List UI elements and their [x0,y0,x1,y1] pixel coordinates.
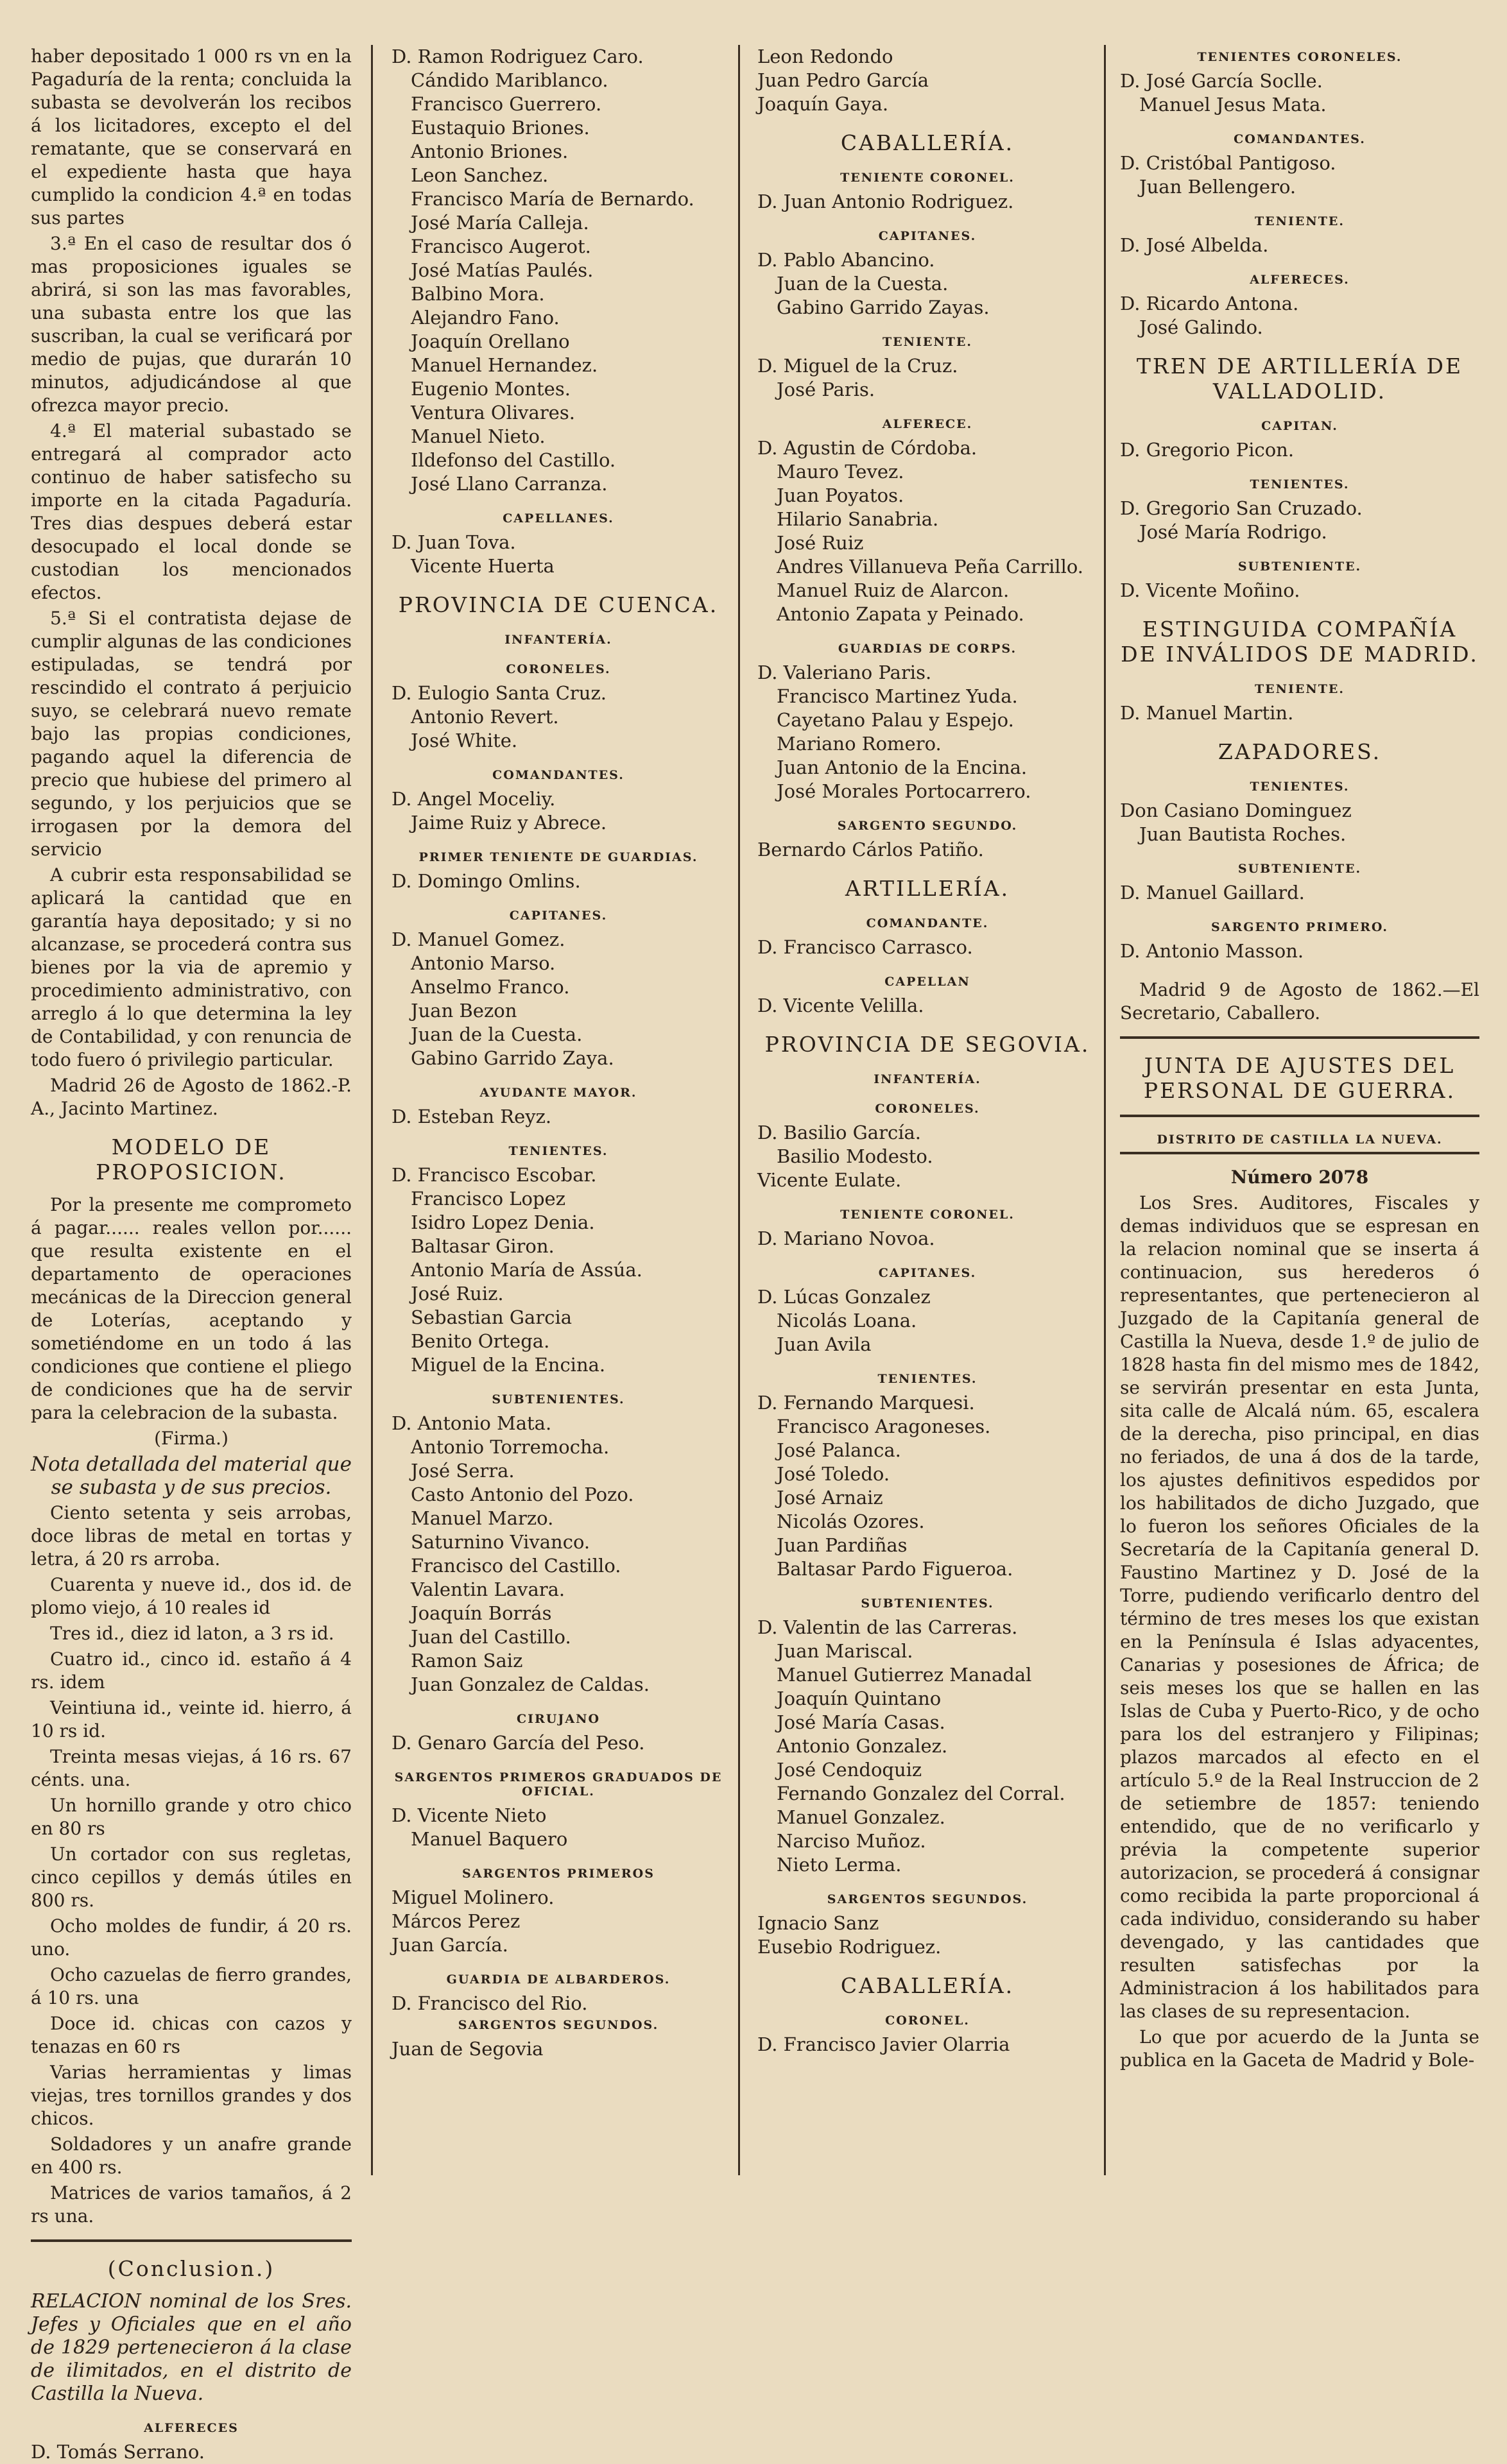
name: Juan de Segovia [392,2038,544,2060]
name: D. Tomás Serrano. [31,2441,205,2463]
date-signature: Madrid 9 de Agosto de 1862.—El Secretario, Caballero. [1120,979,1479,1023]
name: Ramon Saiz [411,1650,523,1672]
name: Sebastian Garcia [411,1306,573,1328]
relacion-title: RELACION nominal de los Sres. Jefes y Oficiales que en el año de 1829 pertenecieron á la clase de ilimitados, en el distrito de Castilla la Nueva. [31,2290,352,2405]
name: D. Genaro García del Peso. [392,1732,645,1754]
name: Francisco Guerrero. [411,93,602,115]
name: Manuel Nieto. [411,425,546,447]
unit-heading: ZAPADORES. [1218,739,1382,764]
name: Gabino Garrido Zayas. [777,296,990,318]
name: José María Calleja. [411,212,589,234]
item: Tres id., diez id laton, a 3 rs id. [50,1623,334,1644]
item: Varias herramientas y limas viejas, tres tornillos grandes y dos chicos. [31,2062,352,2129]
name: Juan Poyatos. [777,484,904,506]
name: Vicente Huerta [411,555,555,577]
name: D. Francisco del Rio. [392,1992,588,2014]
column-4 [1120,45,1479,2075]
name: Hilario Sanabria. [777,508,939,530]
column-rule [738,45,740,2175]
paragraph: A cubrir esta responsabilidad se aplicará la cantidad que en garantía haya depositado; y si no alcanzase, se procederá contra sus bienes por la via de apremio y procedimiento administrativo, con arreglo á lo que determina la ley de Contabilidad, y con renuncia de todo fuero ó privilegio particular. [31,864,352,1070]
name: José Paris. [777,379,875,400]
name: Bernardo Cárlos Patiño. [757,839,984,860]
name: Francisco Aragoneses. [777,1416,991,1437]
district-heading: DISTRITO DE CASTILLA LA NUEVA. [1157,1133,1443,1147]
section-heading: INFANTERÍA. [504,633,612,647]
name: D. Ramon Rodriguez Caro. [392,46,644,67]
section-heading: ALFERECES [144,2421,239,2435]
section-heading: SUBTENIENTE. [1237,862,1362,876]
name: Fernando Gonzalez del Corral. [777,1783,1065,1804]
modelo-title: MODELO DE PROPOSICION. [96,1134,287,1185]
name: Joaquín Quintano [777,1688,942,1709]
name: Baltasar Pardo Figueroa. [777,1558,1013,1580]
name: Basilio Modesto. [777,1145,933,1167]
name: Juan Gonzalez de Caldas. [411,1673,650,1695]
name: Saturnino Vivanco. [411,1531,590,1553]
name: D. Angel Moceliy. [392,788,556,810]
name: Joaquín Orellano [411,330,570,352]
name: D. Valentin de las Carreras. [757,1616,1018,1638]
separator [1120,1036,1479,1039]
name: Joaquín Gaya. [757,93,889,115]
name: Joaquín Borrás [411,1602,552,1624]
section-heading: TENIENTE. [883,335,972,349]
name: D. Ricardo Antona. [1120,293,1299,314]
name: Márcos Perez [392,1910,521,1932]
name: Eugenio Montes. [411,378,571,400]
name: Juan Bellengero. [1139,176,1296,198]
section-heading: CAPITANES. [509,909,608,923]
name: Juan del Castillo. [411,1626,571,1648]
name: D. Gregorio San Cruzado. [1120,497,1363,519]
name: José Matías Paulés. [411,259,594,281]
section-heading: TENIENTE CORONEL. [840,1208,1015,1222]
name: Francisco Martinez Yuda. [777,685,1018,707]
name: D. Vicente Velilla. [757,995,924,1016]
name: D. Manuel Martin. [1120,702,1294,724]
paragraph: 4.ª El material subastado se entregará al comprador acto continuo de haber satisfecho su importe en la citada Pagaduría. Tres dias despues deberá estar desocupado el local donde se custodian los mencionados efectos. [31,420,352,603]
name: Manuel Marzo. [411,1507,554,1529]
modelo-text: Por la presente me comprometo á pagar...... reales vellon por...... que resulta existente en el departamento de operaciones mecánicas de la Direccion general de Loterías, aceptando y sometiéndome en un todo á las condiciones que contiene el pliego de condiciones que ha de servir para la celebracion de la subasta. [31,1194,352,1423]
name: José María Rodrigo. [1139,521,1327,543]
section-heading: TENIENTE. [1255,214,1345,228]
name: D. Francisco Carrasco. [757,936,973,958]
item: Un cortador con sus regletas, cinco cepillos y demás útiles en 800 rs. [31,1844,352,1911]
name: D. Antonio Mata. [392,1412,552,1434]
name: Francisco Augerot. [411,235,591,257]
name: D. Fernando Marquesi. [757,1392,975,1414]
separator [1120,1115,1479,1117]
item: Soldadores y un anafre grande en 400 rs. [31,2134,352,2178]
name: Casto Antonio del Pozo. [411,1484,634,1505]
item: Ciento setenta y seis arrobas, doce libras de metal en tortas y letra, á 20 rs arroba. [31,1502,352,1570]
name: D. Manuel Gaillard. [1120,882,1305,903]
name: Manuel Baquero [411,1828,568,1850]
name: José Galindo. [1139,316,1263,338]
name: D. Pablo Abancino. [757,249,935,271]
column-rule [371,45,373,2175]
name: D. Agustin de Córdoba. [757,437,977,459]
name: Nieto Lerma. [777,1854,902,1876]
name-list [392,45,725,496]
name: José Morales Portocarrero. [777,780,1031,802]
name: Mauro Tevez. [777,461,904,483]
name: D. José García Soclle. [1120,70,1323,92]
arm-heading: CABALLERÍA. [840,1973,1015,1998]
name: Antonio María de Assúa. [411,1259,642,1281]
item: Ocho moldes de fundir, á 20 rs. uno. [31,1915,352,1960]
name: Juan Bezon [411,1000,517,1022]
column-3 [757,45,1098,2057]
item: Ocho cazuelas de fierro grandes, á 10 rs. una [31,1964,352,2008]
name: Cayetano Palau y Espejo. [777,709,1014,731]
section-heading: SARGENTOS PRIMEROS GRADUADOS DE OFICIAL. [394,1770,723,1799]
name: D. Domingo Omlins. [392,870,581,892]
name: D. Miguel de la Cruz. [757,355,958,377]
name: D. Manuel Gomez. [392,928,565,950]
name: Juan Antonio de la Encina. [777,757,1028,778]
section-heading: SARGENTOS SEGUNDOS. [458,2018,659,2032]
column-1 [31,45,352,2464]
name: Alejandro Fano. [411,307,560,329]
section-heading: CAPELLAN [884,975,970,989]
name: Cándido Mariblanco. [411,69,608,91]
firma: (Firma.) [154,1428,228,1449]
name: Jaime Ruiz y Abrece. [411,812,607,834]
name: D. Basilio García. [757,1122,921,1143]
name: José Serra. [411,1460,515,1482]
section-heading: INFANTERÍA. [874,1072,981,1086]
section-heading: SUBTENIENTES. [492,1392,625,1407]
section-heading: ALFERECES. [1250,273,1350,287]
section-heading: CORONELES. [506,662,611,676]
name: Antonio Zapata y Peinado. [777,603,1024,625]
name: D. Gregorio Picon. [1120,439,1295,461]
name: Juan Mariscal. [777,1640,913,1662]
item: Un hornillo grande y otro chico en 80 rs [31,1795,352,1839]
section-heading: ALFERECE. [882,417,973,431]
arm-heading: ARTILLERÍA. [845,876,1010,901]
item: Cuatro id., cinco id. estaño á 4 rs. idem [31,1648,352,1693]
name: Juan de la Cuesta. [411,1023,583,1045]
name: D. Juan Antonio Rodriguez. [757,191,1014,212]
section-heading: TENIENTES. [1250,477,1350,492]
name: José Llano Carranza. [411,473,608,495]
name: D. Eulogio Santa Cruz. [392,682,607,704]
name: Ildefonso del Castillo. [411,449,616,471]
name: Isidro Lopez Denia. [411,1211,595,1233]
name: José Palanca. [777,1439,901,1461]
name: Juan García. [392,1934,508,1956]
paragraph: 3.ª En el caso de resultar dos ó mas proposiciones iguales se abrirá, si son las mas favorables, una subasta entre los que las suscriban, la cual se verificará por medio de pujas, que durarán 10 minutos, adjudicándose al que ofrezca mayor precio. [31,233,352,416]
section-heading: SARGENTO SEGUNDO. [837,819,1018,833]
section-heading: SUBTENIENTE. [1237,560,1362,574]
section-heading: TENIENTES. [508,1144,608,1158]
section-heading: TENIENTE. [1255,682,1345,696]
item: Treinta mesas viejas, á 16 rs. 67 cénts. una. [31,1746,352,1790]
name: D. Vicente Moñino. [1120,579,1300,601]
name: Baltasar Giron. [411,1235,555,1257]
name: Vicente Eulate. [757,1169,902,1191]
name: D. Valeriano Paris. [757,662,932,683]
section-heading: SARGENTOS SEGUNDOS. [827,1892,1028,1906]
signature-line: Madrid 26 de Agosto de 1862.-P. A., Jacinto Martinez. [31,1075,352,1119]
paragraph: 5.ª Si el contratista dejase de cumplir algunas de las condiciones estipuladas, se tendrá por rescindido el contrato á perjuicio suyo, se celebrará nuevo remate bajo las propias condiciones, pagando aquel la diferencia de precio que hubiese del primero al segundo, y los perjuicios que se irrogasen por la demora del servicio [31,608,352,860]
junta-text: Los Sres. Auditores, Fiscales y demas individuos que se espresan en la relacion nominal que se inserta á continuacion, sus herederos ó representantes, que pertenecieron al Juzgado de la Capitanía general de Castilla la Nueva, desde 1.º de julio de 1828 hasta fin del mismo mes de 1842, se servirán presentar en esta Junta, sita calle de Alcalá núm. 65, escalera de la derecha, piso principal, en dias no feriados, de una á dos de la tarde, los ajustes definitivos espedidos por los habilitados de dicho Juzgado, que lo fueron los señores Oficiales de la Secretaría de la Capitanía general D. Faustino Martinez y D. José de la Torre, pudiendo verificarlo dentro del término de tres meses los que existan en la Península é Islas adyacentes, Canarias y posesiones de África; de seis meses los que se hallen en las Islas de Cuba y Puerto-Rico, y de ocho para los del estranjero y Filipinas; plazos marcados al efecto en el artículo 5.º de la Real Instruccion de 2 de setiembre de 1857: teniendo entendido, que de no verificarlo y prévia la competente superior autorizacion, se procederá á consignar como recibida la parte proporcional á cada individuo, considerando su haber devengado, y las cantidades que resulten satisfechas por la Administracion á los habilitados para las clases de su representacion. [1120,1192,1479,2022]
nota-title: Nota detallada del material que se subasta y de sus precios. [31,1453,352,1499]
section-heading: COMANDANTE. [866,916,989,930]
name: Manuel Gutierrez Manadal [777,1664,1032,1686]
numero: Número 2078 [1230,1167,1369,1188]
section-heading: CIRUJANO [516,1712,601,1726]
name: Antonio Torremocha. [411,1436,610,1458]
paragraph: haber depositado 1 000 rs vn en la Pagaduría de la renta; concluida la subasta se devolverán los recibos á los licitadores, excepto el del rematante, que se conservará en el expediente hasta que haya cumplido la condicion 4.ª en todas sus partes [31,46,352,228]
name: D. Francisco Escobar. [392,1164,597,1186]
section-heading: CORONEL. [885,2014,970,2028]
name: Miguel de la Encina. [411,1354,606,1376]
name: José Toledo. [777,1463,890,1485]
name: D. Lúcas Gonzalez [757,1286,931,1308]
section-heading: TENIENTES. [1250,780,1350,794]
name: Gabino Garrido Zaya. [411,1047,614,1069]
name: D. Antonio Masson. [1120,940,1304,962]
section-heading: TENIENTES. [877,1372,977,1386]
name: Narciso Muñoz. [777,1830,926,1852]
junta-title: JUNTA DE AJUSTES DEL PERSONAL DE GUERRA. [1143,1053,1456,1103]
name: Juan Bautista Roches. [1139,823,1347,845]
name: D. José Albelda. [1120,234,1269,256]
name: D. Mariano Novoa. [757,1228,935,1249]
name: Antonio Revert. [411,706,559,728]
name: Francisco del Castillo. [411,1555,621,1577]
item: Matrices de varios tamaños, á 2 rs una. [31,2182,352,2227]
name: Francisco Lopez [411,1188,565,1210]
name: Francisco María de Bernardo. [411,188,694,210]
section-heading: PRIMER TENIENTE DE GUARDIAS. [418,850,698,864]
section-heading: CAPITANES. [878,1266,977,1280]
arm-heading: CABALLERÍA. [840,130,1015,155]
name: Valentin Lavara. [411,1579,565,1600]
section-heading: TENIENTE CORONEL. [840,171,1015,185]
column-2 [392,45,725,2061]
section-heading: GUARDIA DE ALBARDEROS. [446,1972,671,1987]
name: Mariano Romero. [777,733,942,755]
section-heading: CAPELLANES. [503,511,614,526]
name: Leon Sanchez. [411,164,549,186]
name: Juan de la Cuesta. [777,273,949,295]
name: D. Cristóbal Pantigoso. [1120,152,1336,174]
name: Nicolás Loana. [777,1310,917,1331]
name: Antonio Gonzalez. [777,1735,948,1757]
name: Eustaquio Briones. [411,117,590,139]
name: Miguel Molinero. [392,1887,555,1908]
name: D. Francisco Javier Olarria [757,2033,1010,2055]
name: José María Casas. [777,1711,945,1733]
name: Ventura Olivares. [411,402,575,424]
section-heading: COMANDANTES. [492,768,624,782]
name: Anselmo Franco. [411,976,570,998]
name: D. Juan Tova. [392,531,516,553]
name: Juan Pedro García [757,69,929,91]
separator [1120,1152,1479,1154]
name: D. Vicente Nieto [392,1804,547,1826]
name: Manuel Gonzalez. [777,1806,945,1828]
province-heading: PROVINCIA DE CUENCA. [398,592,719,617]
unit-heading: ESTINGUIDA COMPAÑÍA DE INVÁLIDOS DE MADRID. [1121,617,1479,667]
name: Eusebio Rodriguez. [757,1936,942,1958]
unit-heading: TREN DE ARTILLERÍA DE VALLADOLID. [1136,354,1463,404]
name: Don Casiano Dominguez [1120,800,1352,821]
conclusion-title: (Conclusion.) [107,2256,275,2281]
section-heading: TENIENTES CORONELES. [1197,50,1402,64]
name: Manuel Hernandez. [411,354,598,376]
name: Antonio Marso. [411,952,556,974]
name: José Ruiz [777,532,864,554]
item: Veintiuna id., veinte id. hierro, á 10 rs id. [31,1697,352,1741]
name: Juan Pardiñas [777,1534,908,1556]
name: Juan Avila [777,1333,872,1355]
section-heading: SARGENTOS PRIMEROS [462,1867,655,1881]
name: José Ruiz. [411,1283,504,1305]
name: Antonio Briones. [411,141,569,162]
name: Benito Ortega. [411,1330,550,1352]
section-heading: CORONELES. [875,1102,980,1116]
section-heading: COMANDANTES. [1234,132,1366,146]
section-heading: CAPITAN. [1261,419,1338,433]
section-heading: AYUDANTE MAYOR. [479,1086,637,1100]
section-heading: GUARDIAS DE CORPS. [838,642,1017,656]
item: Cuarenta y nueve id., dos id. de plomo viejo, á 10 reales id [31,1574,352,1618]
junta-text: Lo que por acuerdo de la Junta se publica en la Gaceta de Madrid y Bole- [1120,2026,1479,2071]
section-heading: CAPITANES. [878,229,977,243]
separator [31,2239,352,2242]
name: Ignacio Sanz [757,1912,879,1934]
column-rule [1104,45,1106,2175]
name: Manuel Ruiz de Alarcon. [777,579,1010,601]
name: Balbino Mora. [411,283,545,305]
name: Manuel Jesus Mata. [1139,94,1327,116]
name: José White. [411,730,518,751]
section-heading: SARGENTO PRIMERO. [1211,920,1388,934]
name: José Arnaiz [777,1487,883,1509]
section-heading: SUBTENIENTES. [861,1596,994,1611]
province-heading: PROVINCIA DE SEGOVIA. [764,1032,1090,1057]
name: Andres Villanueva Peña Carrillo. [777,556,1084,578]
name: D. Esteban Reyz. [392,1106,552,1127]
name: Leon Redondo [757,46,893,67]
name: José Cendoquiz [777,1759,922,1781]
name: Nicolás Ozores. [777,1510,925,1532]
item: Doce id. chicas con cazos y tenazas en 60 rs [31,2013,352,2057]
